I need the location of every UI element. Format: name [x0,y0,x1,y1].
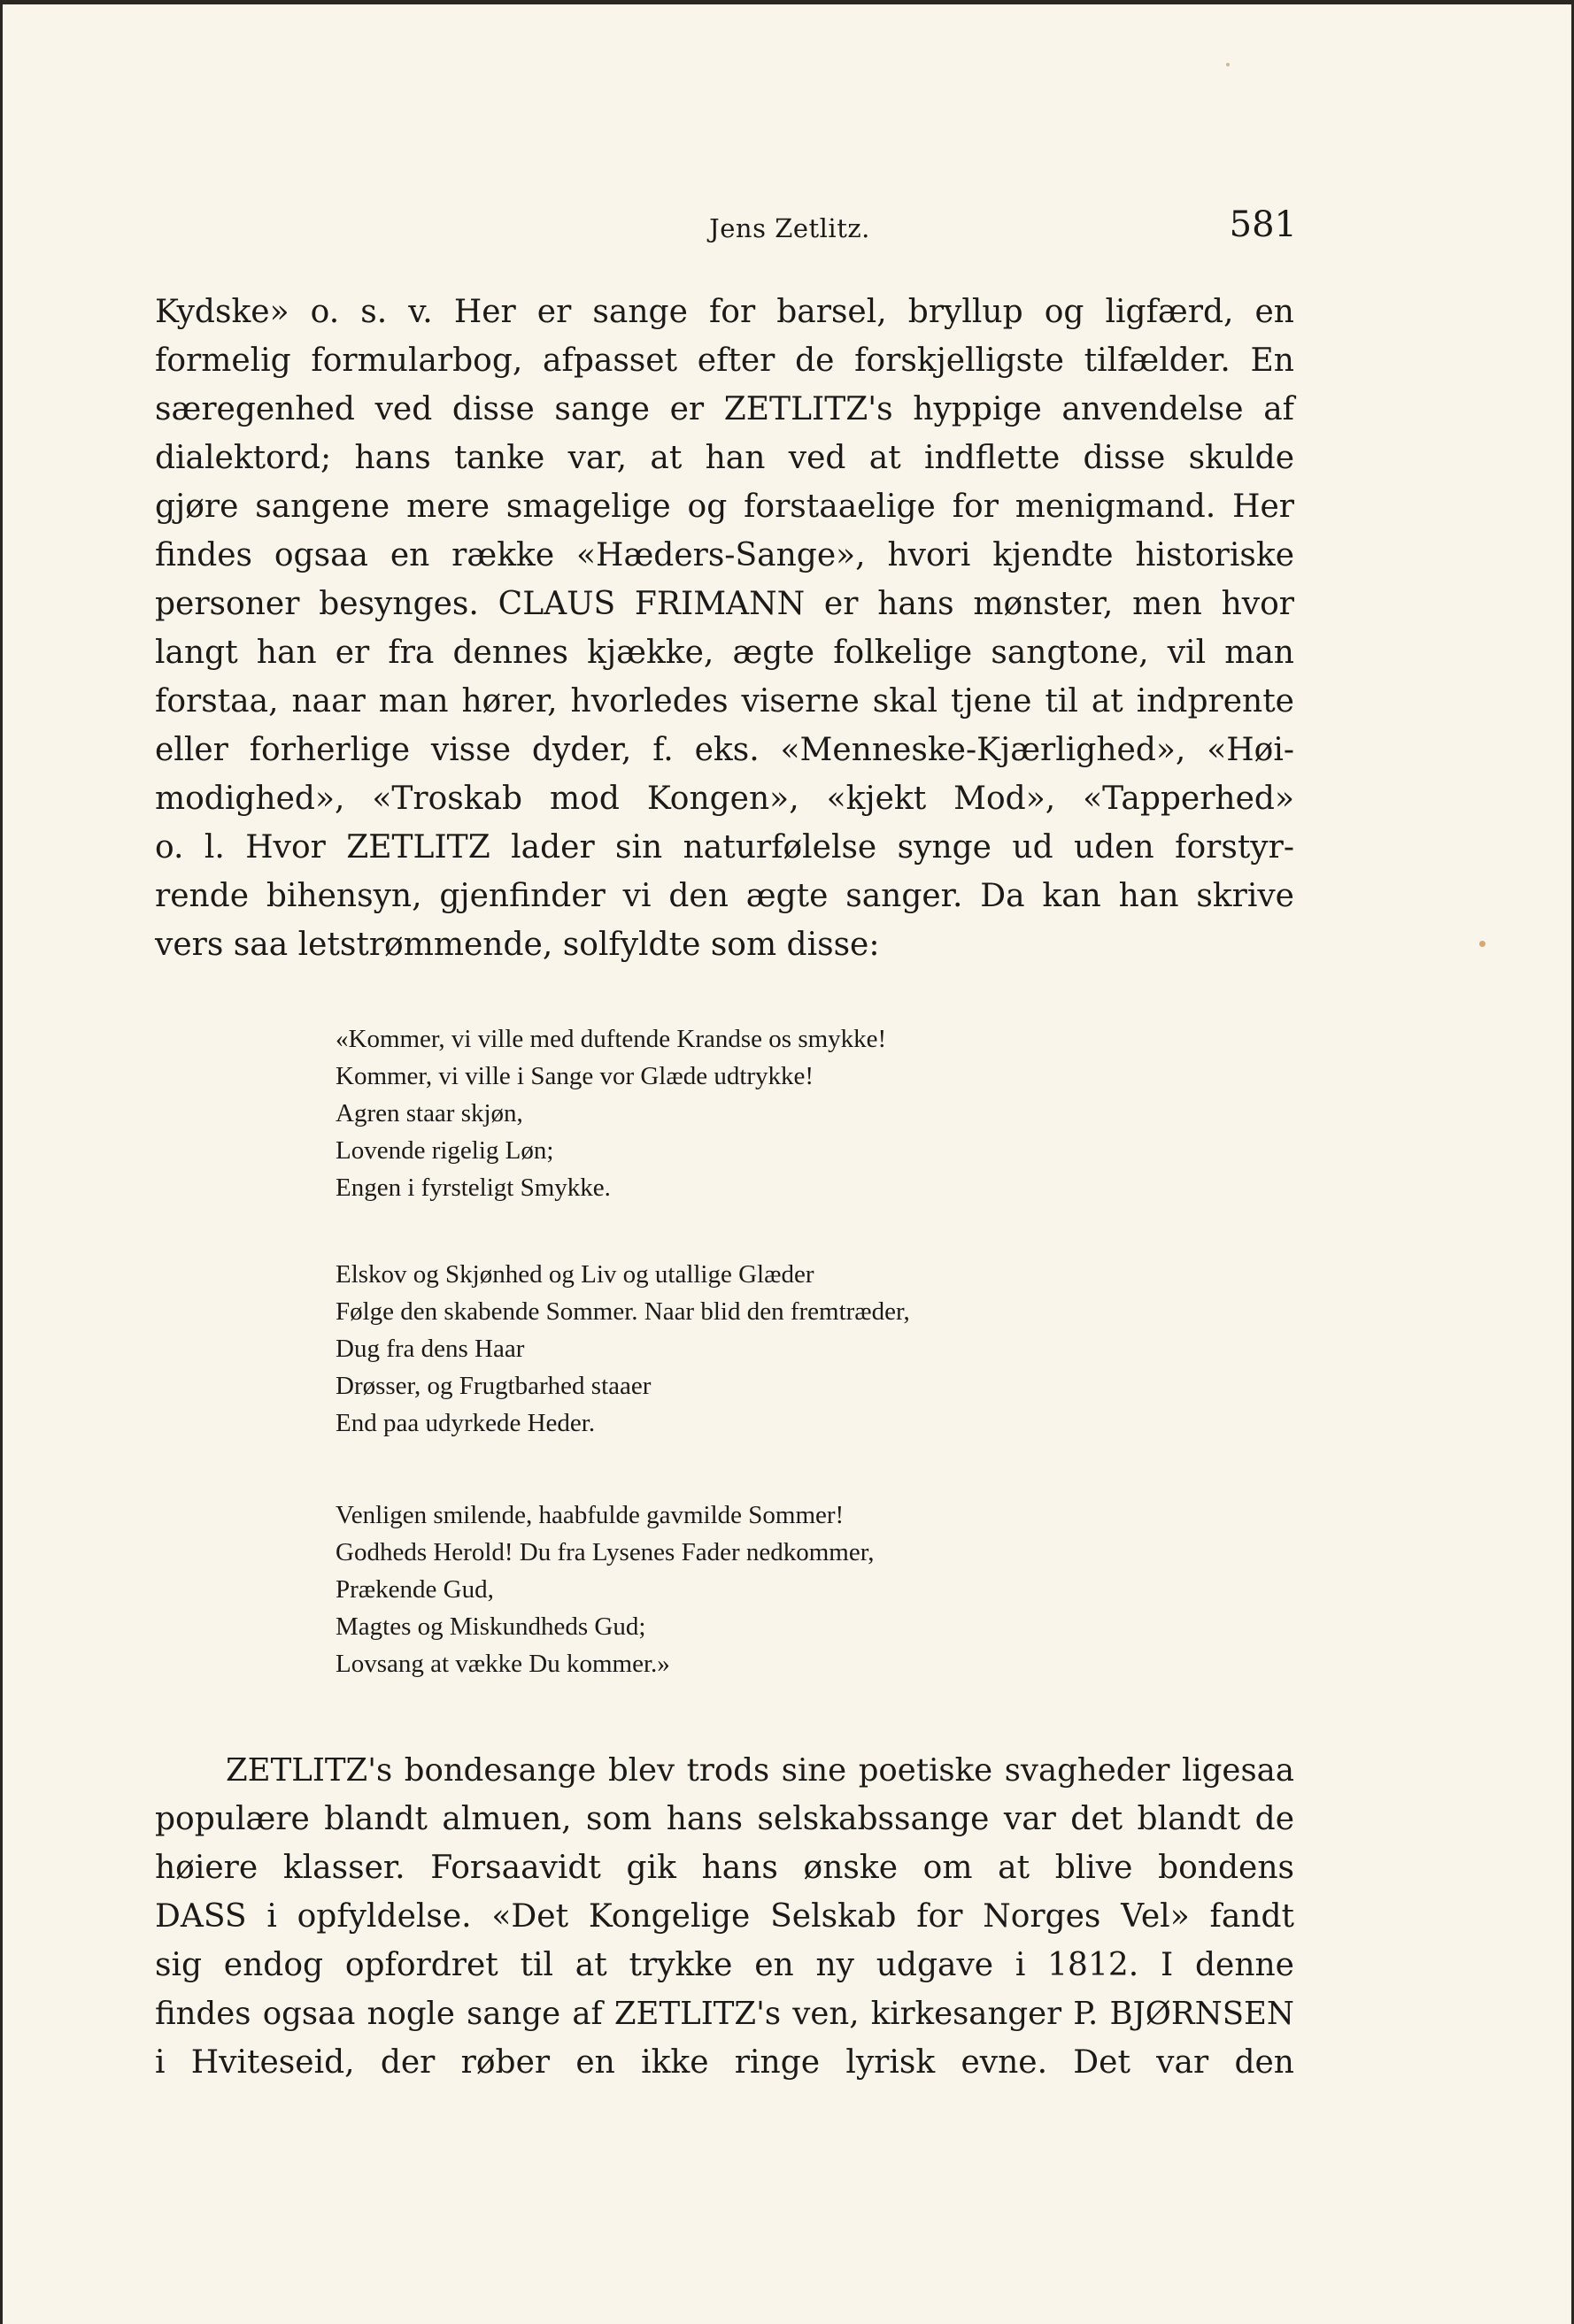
paragraph-line: Kydske» o. s. v. Her er sange for barsel, bryllup og ligfærd, en [155,294,1294,330]
verse-line: Engen i fyrsteligt Smykke. [336,1174,611,1202]
paragraph-line: dialektord; hans tanke var, at han ved at indflette disse skulde [155,440,1294,476]
verse-line: Kommer, vi ville i Sange vor Glæde udtrykke! [336,1062,814,1090]
paragraph-line: rende bihensyn, gjenfinder vi den ægte sanger. Da kan han skrive [155,878,1294,914]
verse-line: End paa udyrkede Heder. [336,1409,596,1437]
verse-line: Elskov og Skjønhed og Liv og utallige Glæder [336,1260,814,1289]
paragraph-line: populære blandt almuen, som hans selskabssange var det blandt de [155,1801,1294,1837]
paragraph-line: o. l. Hvor ZETLITZ lader sin naturfølelse synge ud uden forstyr- [155,829,1294,866]
verse-line: Lovsang at vække Du kommer.» [336,1650,670,1678]
paragraph-line: høiere klasser. Forsaavidt gik hans ønske om at blive bondens [155,1850,1294,1886]
verse-line: Følge den skabende Sommer. Naar blid den fremtræder, [336,1297,910,1326]
paragraph-line: i Hviteseid, der røber en ikke ringe lyrisk evne. Det var den [155,2044,1294,2081]
verse-line: Magtes og Miskundheds Gud; [336,1612,646,1641]
paragraph-line: personer besynges. CLAUS FRIMANN er hans mønster, men hvor [155,586,1294,622]
verse-line: Prækende Gud, [336,1575,494,1604]
poem-stanza-3 [336,1497,874,1682]
paragraph-line: langt han er fra dennes kjække, ægte folkelige sangtone, vil man [155,635,1294,671]
paragraph-line: gjøre sangene mere smagelige og forstaaelige for menigmand. Her [155,489,1294,525]
paragraph-line: forstaa, naar man hører, hvorledes viserne skal tjene til at indprente [155,683,1294,720]
verse-line: Godheds Herold! Du fra Lysenes Fader nedkommer, [336,1538,875,1566]
paragraph-line: findes ogsaa nogle sange af ZETLITZ's ven, kirkesanger P. BJØRNSEN [155,1996,1294,2032]
poem-stanza-1 [336,1020,886,1206]
paragraph-line: særegenhed ved disse sange er ZETLITZ's hyppige anvendelse af [155,391,1294,427]
paragraph-1 [155,288,1294,969]
paper-spot [1479,941,1485,947]
poem-stanza-2 [336,1256,910,1442]
paragraph-line: formelig formularbog, afpasset efter de forskjelligste tilfælder. En [155,342,1294,379]
paragraph-line: eller forherlige visse dyder, f. eks. «Menneske-Kjærlighed», «Høi- [155,732,1294,768]
verse-line: «Kommer, vi ville med duftende Krandse os smykke! [336,1025,887,1053]
paragraph-line: ZETLITZ's bondesange blev trods sine poetiske svagheder ligesaa [226,1752,1294,1789]
running-title: Jens Zetlitz. [709,213,870,243]
verse-line: Venligen smilende, haabfulde gavmilde Sommer! [336,1501,845,1529]
paragraph-line: sig endog opfordret til at trykke en ny udgave i 1812. I denne [155,1947,1294,1983]
page-number: 581 [1229,204,1297,245]
paragraph-2 [155,1746,1294,2087]
paragraph-line: vers saa letstrømmende, solfyldte som disse: [155,927,880,963]
paragraph-line: modighed», «Troskab mod Kongen», «kjekt Mod», «Tapperhed» [155,781,1294,817]
verse-line: Drøsser, og Frugtbarhed staaer [336,1372,652,1400]
paragraph-line: DASS i opfyldelse. «Det Kongelige Selskab for Norges Vel» fandt [155,1898,1294,1935]
paper-spot [1226,63,1230,66]
paragraph-line: findes ogsaa en række «Hæders-Sange», hvori kjendte historiske [155,537,1294,573]
verse-line: Dug fra dens Haar [336,1335,525,1363]
verse-line: Agren staar skjøn, [336,1099,523,1127]
verse-line: Lovende rigelig Løn; [336,1136,554,1165]
